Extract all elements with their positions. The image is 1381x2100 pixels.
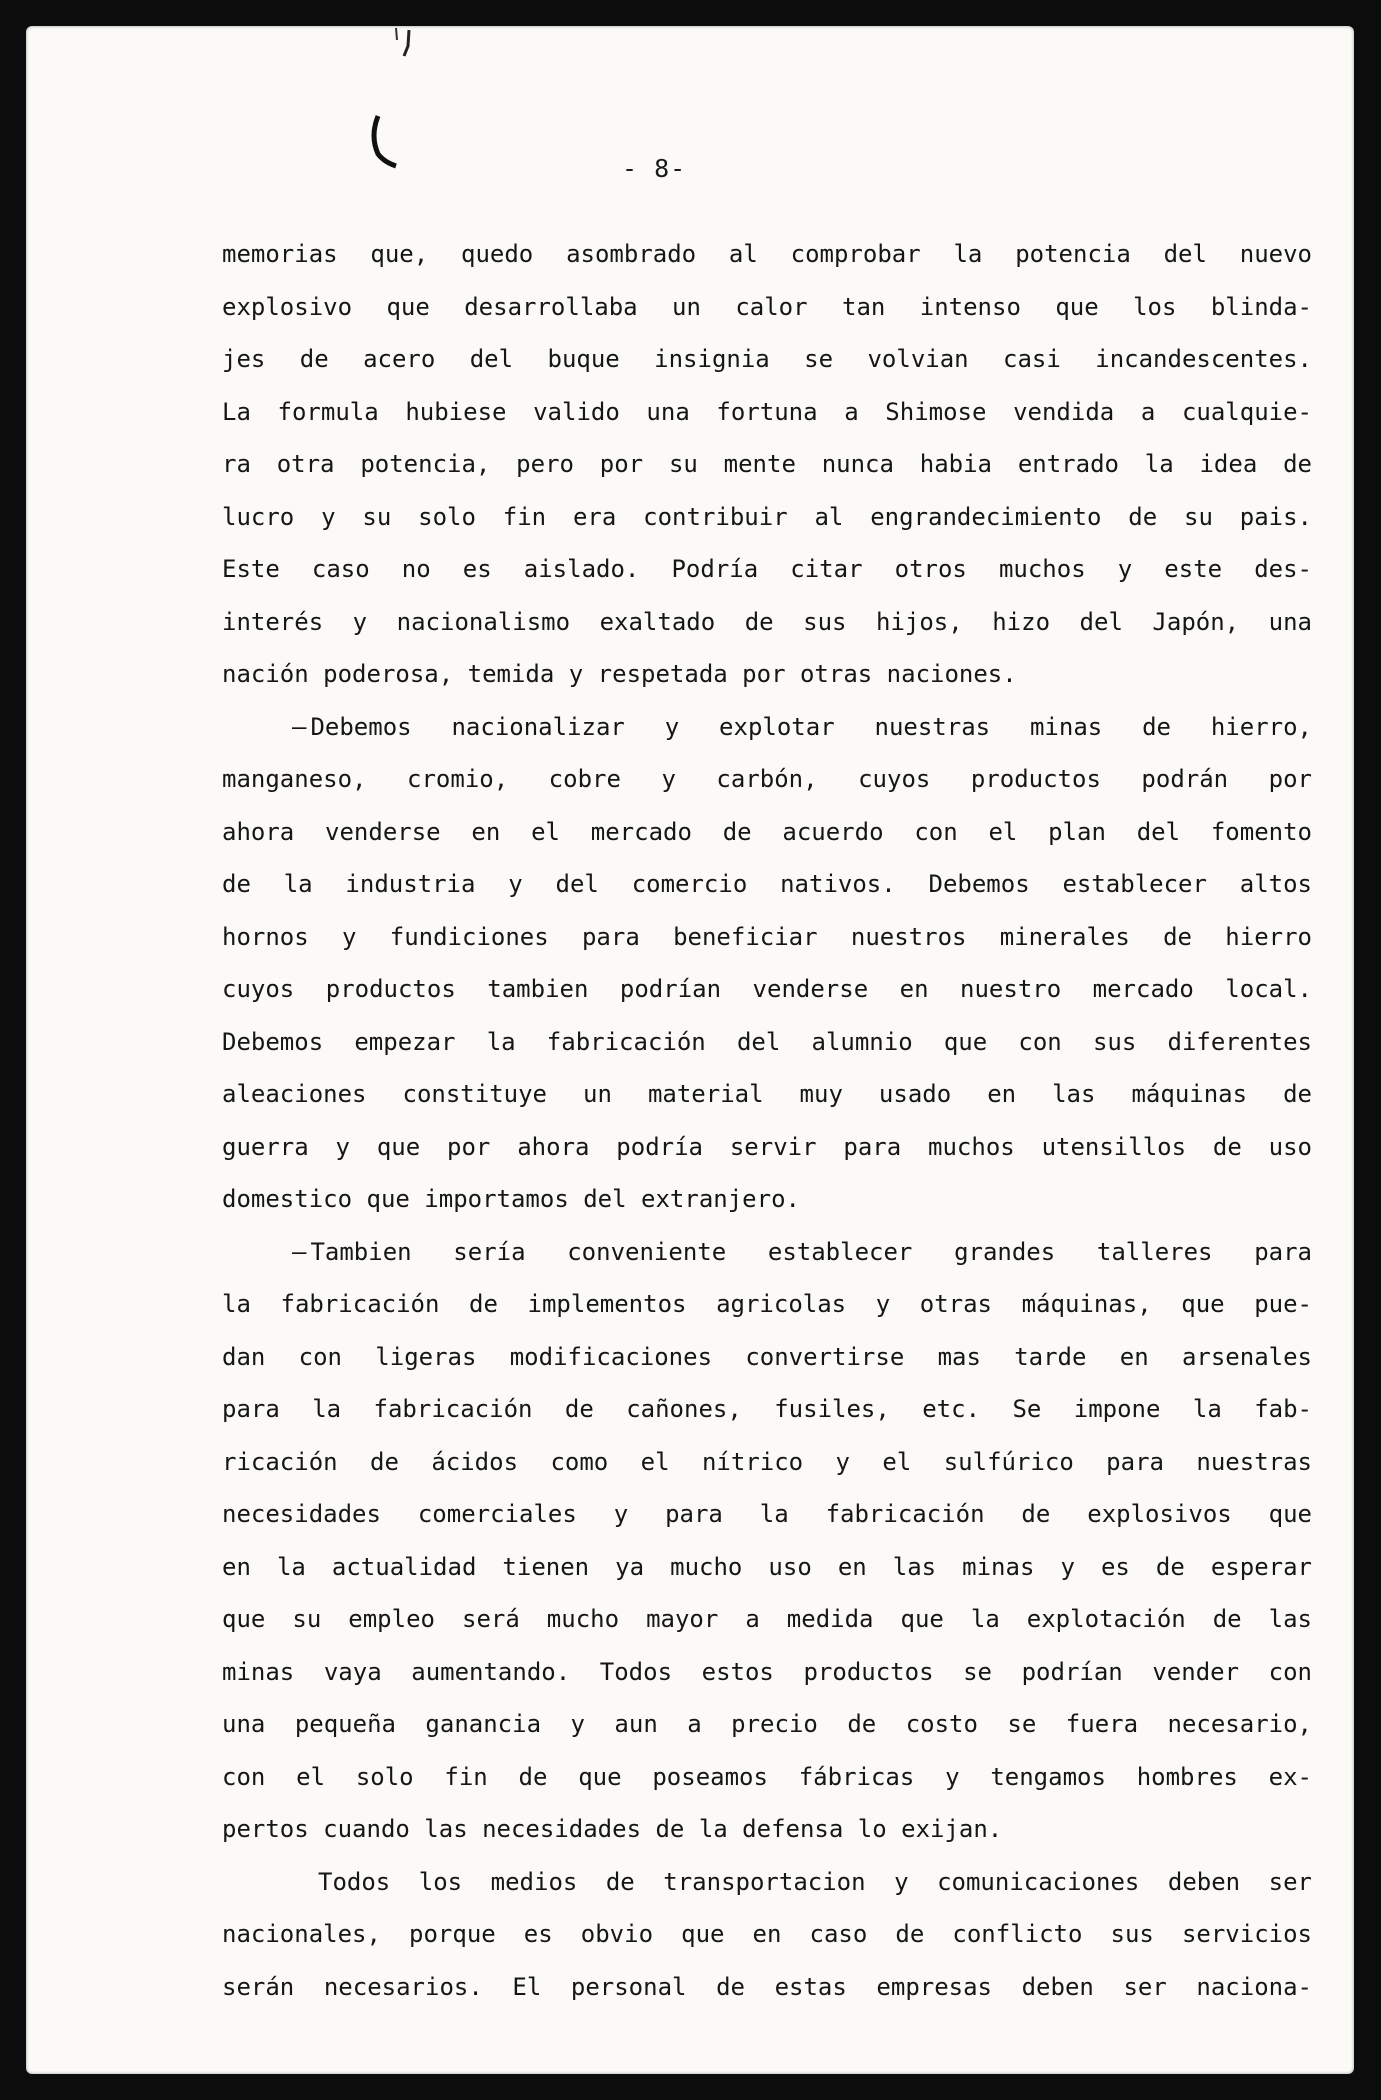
text-line: Este caso no es aislado. Podría citar otros muchos y este des-	[222, 555, 1312, 583]
document-body	[222, 228, 1312, 2013]
text-line: Todos los medios de transportacion y comunicaciones deben ser	[318, 1867, 1312, 1896]
text-line: guerra y que por ahora podría servir para muchos utensillos de uso	[222, 1132, 1312, 1161]
text-line: nacionales, porque es obvio que en caso de conflicto sus servicios	[222, 1920, 1312, 1948]
text-line: en la actualidad tienen ya mucho uso en las minas y es de esperar	[222, 1552, 1312, 1581]
text-line: la fabricación de implementos agricolas y otras máquinas, que pue-	[222, 1290, 1312, 1318]
text-line: jes de acero del buque insignia se volvian casi incandescentes.	[222, 345, 1312, 373]
text-line: lucro y su solo fin era contribuir al engrandecimiento de su pais.	[222, 502, 1312, 531]
text-line: de la industria y del comercio nativos. Debemos establecer altos	[222, 870, 1312, 898]
text-line: aleaciones constituye un material muy usado en las máquinas de	[222, 1080, 1312, 1108]
text-line-content: Debemos nacionalizar y explotar nuestras minas de hierro,	[310, 712, 1312, 741]
text-line: serán necesarios. El personal de estas empresas deben ser naciona-	[222, 1972, 1312, 2001]
text-line: necesidades comerciales y para la fabricación de explosivos que	[222, 1500, 1312, 1528]
text-line: memorias que, quedo asombrado al comprobar la potencia del nuevo	[222, 240, 1312, 268]
text-line: nación poderosa, temida y respetada por otras naciones.	[222, 660, 1017, 688]
text-line: cuyos productos tambien podrían venderse en nuestro mercado local.	[222, 975, 1312, 1003]
handwritten-dash-mark: –	[292, 712, 307, 741]
text-line: explosivo que desarrollaba un calor tan intenso que los blinda-	[222, 292, 1312, 321]
text-line: interés y nacionalismo exaltado de sus hijos, hizo del Japón, una	[222, 607, 1312, 636]
document-page	[26, 26, 1354, 2074]
handwritten-dash-mark: –	[292, 1237, 307, 1266]
text-line: Debemos empezar la fabricación del alumnio que con sus diferentes	[222, 1027, 1312, 1056]
text-line: que su empleo será mucho mayor a medida que la explotación de las	[222, 1605, 1312, 1633]
text-line: hornos y fundiciones para beneficiar nuestros minerales de hierro	[222, 922, 1312, 951]
text-line: para la fabricación de cañones, fusiles, etc. Se impone la fab-	[222, 1395, 1312, 1423]
text-line-paragraph-start	[222, 1226, 1312, 1279]
text-line: ahora venderse en el mercado de acuerdo con el plan del fomento	[222, 817, 1312, 846]
text-line: minas vaya aumentando. Todos estos productos se podrían vender con	[222, 1657, 1312, 1686]
text-line: La formula hubiese valido una fortuna a Shimose vendida a cualquie-	[222, 397, 1312, 426]
text-line: manganeso, cromio, cobre y carbón, cuyos productos podrán por	[222, 765, 1312, 793]
text-line: domestico que importamos del extranjero.	[222, 1185, 800, 1213]
text-line-content: Tambien sería conveniente establecer grandes talleres para	[310, 1237, 1312, 1266]
text-line: una pequeña ganancia y aun a precio de costo se fuera necesario,	[222, 1710, 1312, 1738]
text-line: ricación de ácidos como el nítrico y el sulfúrico para nuestras	[222, 1447, 1312, 1476]
text-line-paragraph-start	[222, 701, 1312, 754]
page-number: - 8-	[622, 154, 687, 183]
text-line: ra otra potencia, pero por su mente nunca habia entrado la idea de	[222, 450, 1312, 478]
text-line: con el solo fin de que poseamos fábricas y tengamos hombres ex-	[222, 1762, 1312, 1791]
text-line: pertos cuando las necesidades de la defensa lo exijan.	[222, 1815, 1003, 1843]
text-line: dan con ligeras modificaciones convertirse mas tarde en arsenales	[222, 1342, 1312, 1371]
hole-punch-mark	[364, 26, 424, 176]
